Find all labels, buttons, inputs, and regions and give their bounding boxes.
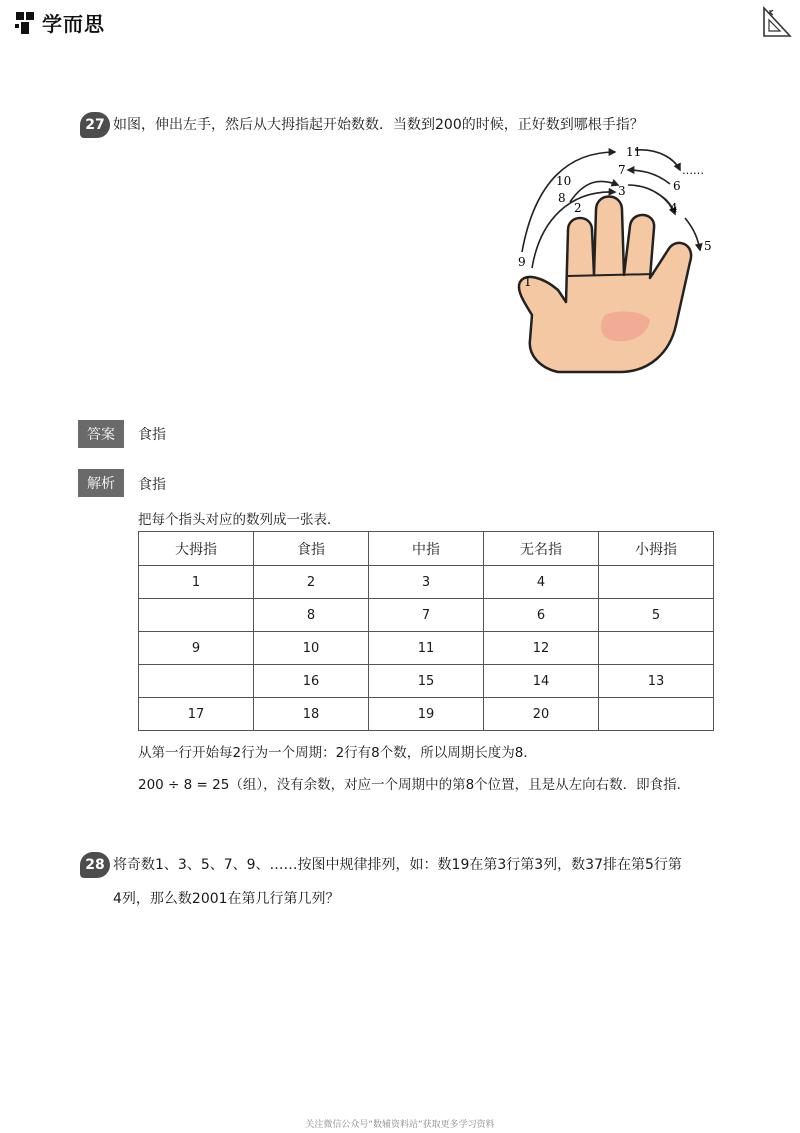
table-cell: 10 [254,632,369,665]
table-cell: 11 [369,632,484,665]
table-cell [599,632,714,665]
question-number-badge: 27 [80,112,110,138]
table-header-row [139,532,714,566]
logo-mark-icon [14,10,38,36]
answer-value: 食指 [138,427,166,443]
table-cell: 20 [484,698,599,731]
hand-counting-figure [510,140,725,380]
table-cell: 18 [254,698,369,731]
analysis-line-1: 从第一行开始每2行为一个周期：2行有8个数，所以周期长度为8． [138,745,537,761]
figure-label: 11 [626,145,642,159]
table-cell [139,599,254,632]
table-cell: 15 [369,665,484,698]
figure-label: 7 [618,163,626,177]
figure-label: 6 [673,179,681,193]
table-cell: 19 [369,698,484,731]
figure-label: 3 [618,184,626,198]
table-cell: 3 [369,566,484,599]
table-cell: 9 [139,632,254,665]
finger-number-table [138,531,714,731]
table-cell: 12 [484,632,599,665]
table-cell: 5 [599,599,714,632]
footer-note: 关注微信公众号“数辅资料站”获取更多学习资料 [305,1120,495,1130]
question-28-line-2: 4列，那么数2001在第几行第几列？ [113,891,340,907]
table-cell [599,698,714,731]
logo [14,8,105,37]
figure-label: 5 [704,239,712,253]
table-row [139,599,714,632]
table-header-cell: 大拇指 [139,532,254,566]
table-header-cell: 小拇指 [599,532,714,566]
figure-label: 9 [518,255,526,269]
logo-text: 学而思 [42,12,105,36]
table-header-cell: 中指 [369,532,484,566]
question-28-line-1: 将奇数1、3、5、7、9、……按图中规律排列，如：数19在第3行第3列，数37排在第5行第 [113,857,682,873]
ruler-triangle-icon [760,6,792,38]
table-cell: 16 [254,665,369,698]
table-cell: 13 [599,665,714,698]
analysis-intro: 把每个指头对应的数列成一张表． [138,512,341,528]
figure-ellipsis: …… [682,164,704,177]
table-cell: 14 [484,665,599,698]
table-header-cell: 无名指 [484,532,599,566]
table-cell [139,665,254,698]
question-27-text: 如图，伸出左手，然后从大拇指起开始数数．当数到200的时候，正好数到哪根手指？ [113,117,644,133]
figure-label: 10 [556,174,572,188]
table-row [139,665,714,698]
analysis-tag: 解析 [78,469,124,497]
table-cell: 1 [139,566,254,599]
analysis-line-2: 200 ÷ 8 = 25（组），没有余数，对应一个周期中的第8个位置，且是从左向右数．即食指． [138,777,691,793]
figure-label: 2 [574,201,582,215]
figure-label: 8 [558,191,566,205]
table-row [139,698,714,731]
figure-label: 1 [524,275,532,289]
table-row [139,632,714,665]
answer-tag: 答案 [78,420,124,448]
table-header-cell: 食指 [254,532,369,566]
table-cell: 7 [369,599,484,632]
table-cell: 4 [484,566,599,599]
table-cell: 2 [254,566,369,599]
table-cell: 8 [254,599,369,632]
figure-label: 4 [670,201,678,215]
table-cell [599,566,714,599]
question-number-badge: 28 [80,852,110,878]
table-row [139,566,714,599]
table-cell: 6 [484,599,599,632]
analysis-value: 食指 [138,477,166,493]
table-cell: 17 [139,698,254,731]
